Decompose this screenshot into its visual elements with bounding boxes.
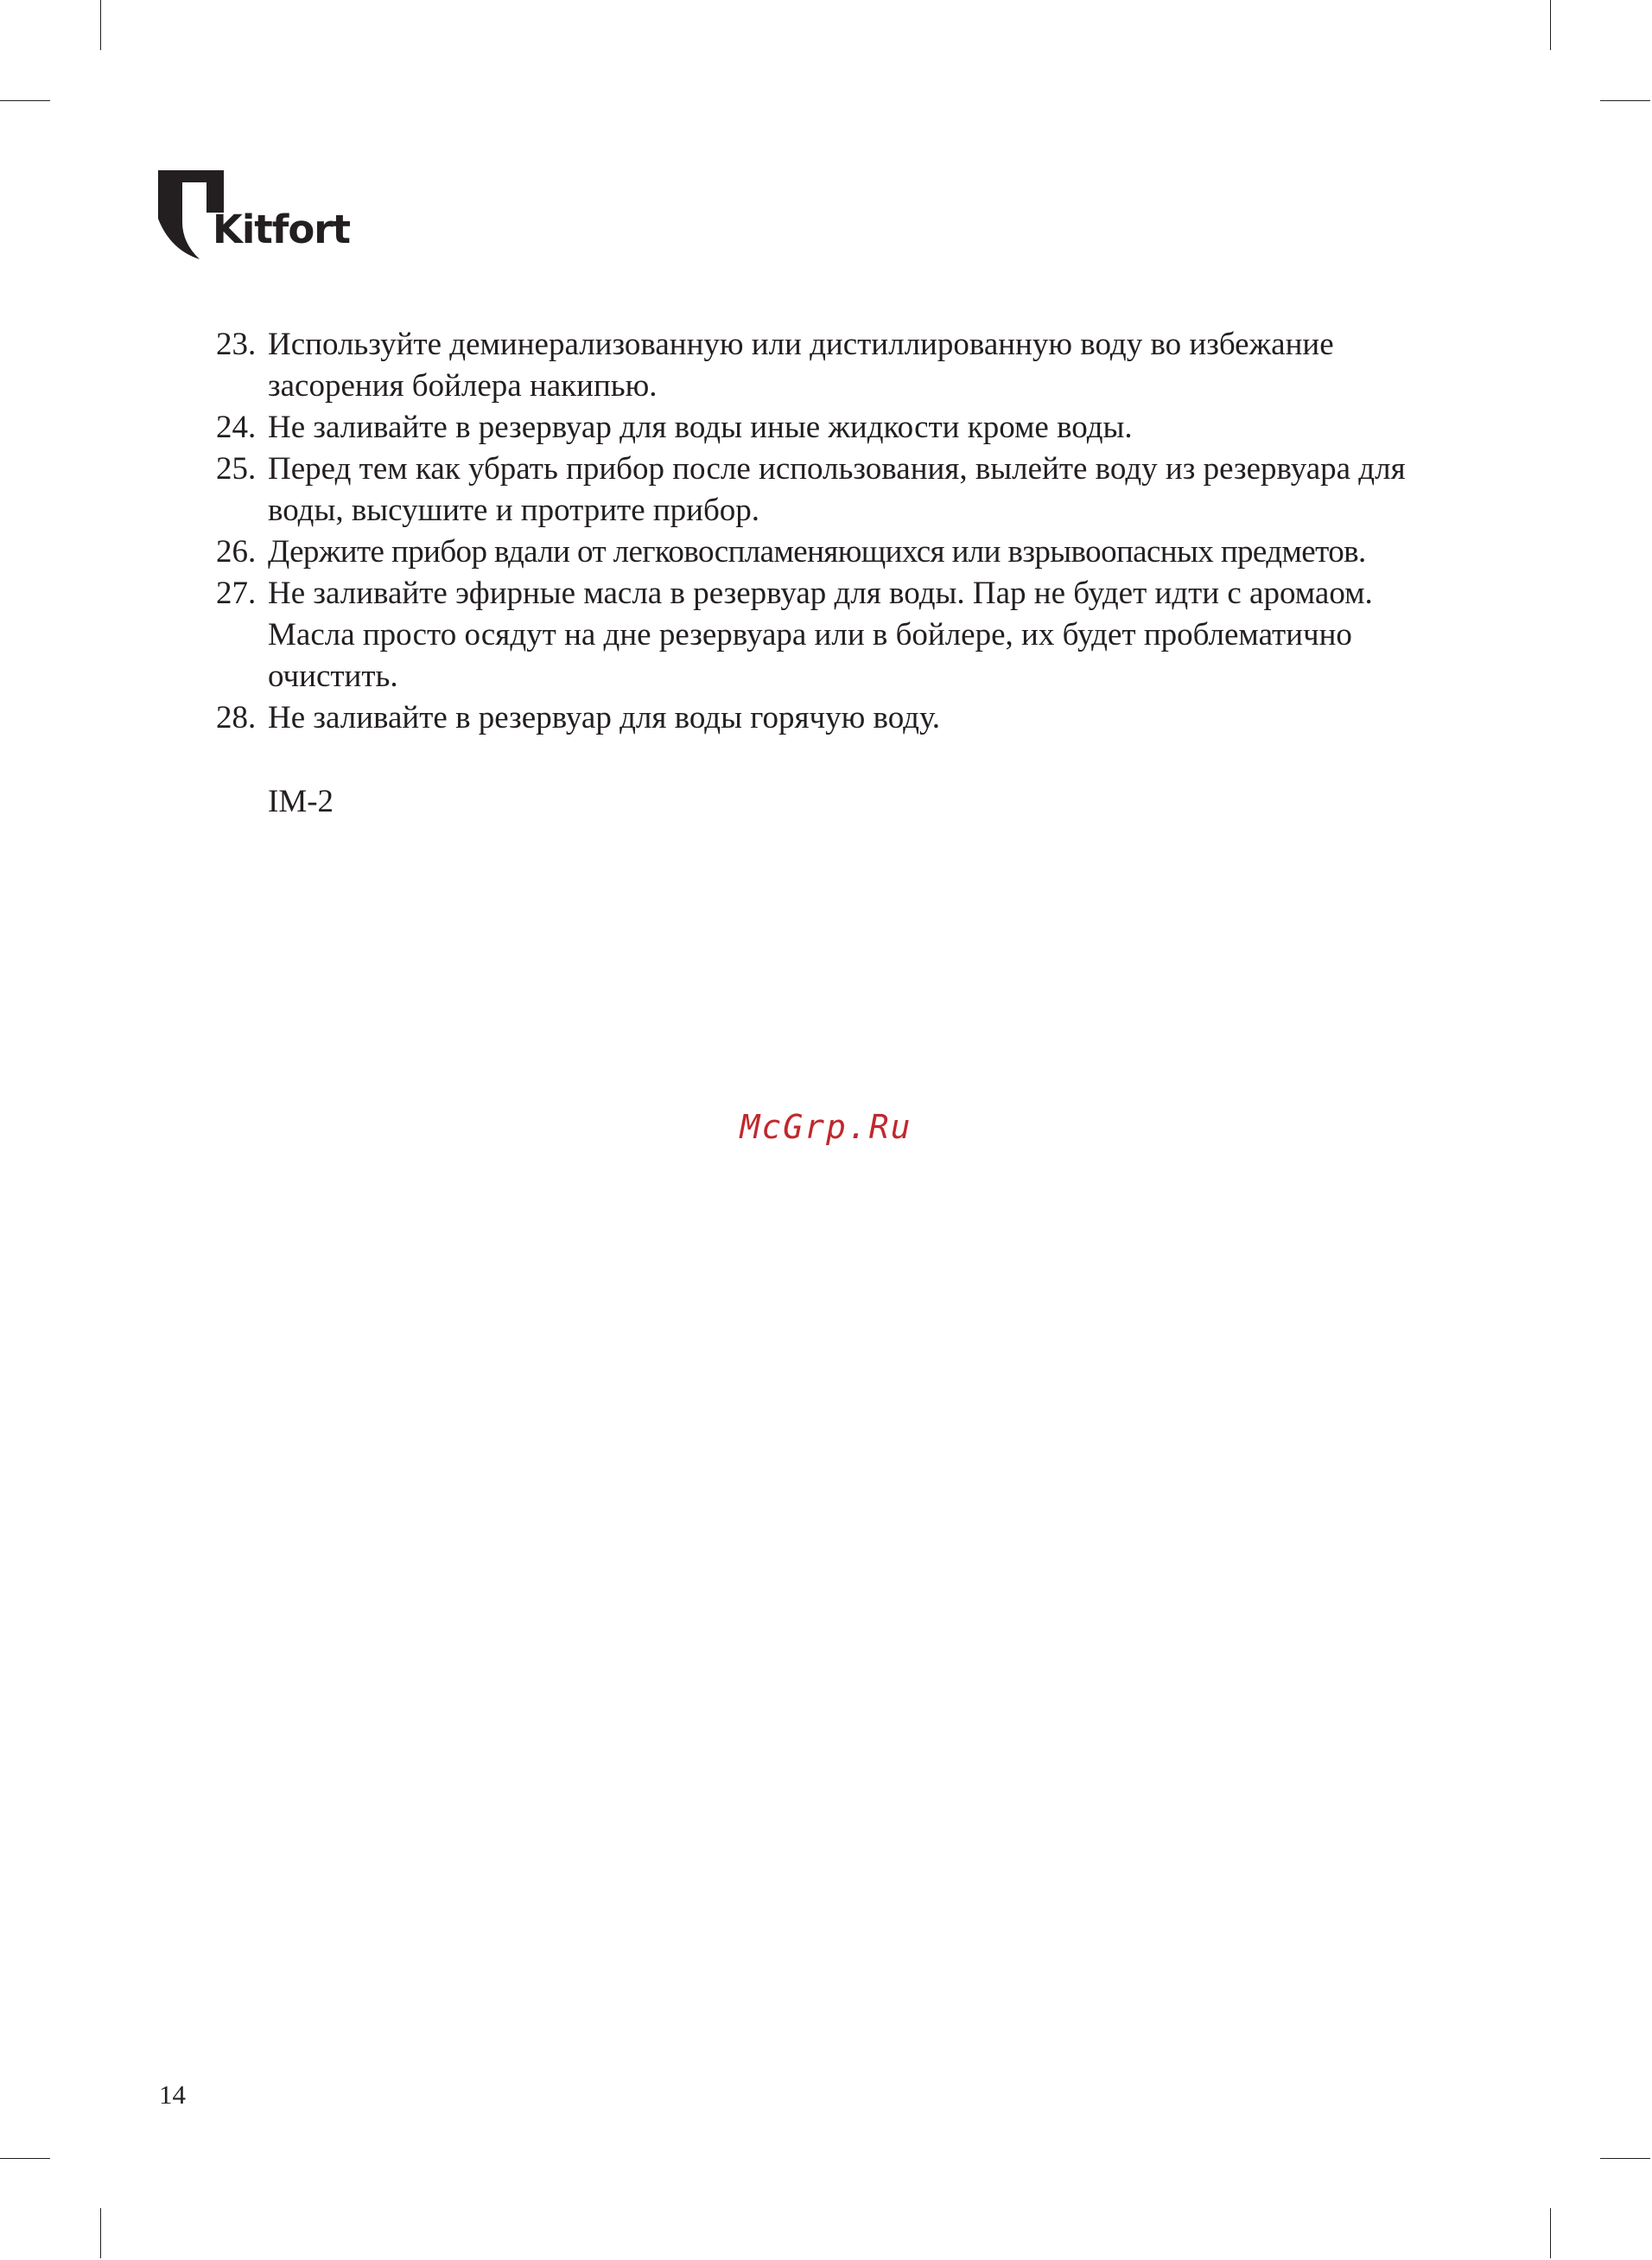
item-text: Не заливайте эфирные масла в резервуар для воды. Пар не будет идти с аромаом. Масла просто осядут на дне резервуара или в бойлере, их будет проблематично очистить. bbox=[268, 576, 1373, 694]
item-text: Держите прибор вдали от легковоспламеняющихся или взрывоопасных предметов. bbox=[268, 534, 1366, 570]
crop-mark-top-left-h bbox=[0, 100, 50, 101]
item-text: Не заливайте в резервуар для воды горячую воду. bbox=[268, 700, 941, 735]
instruction-list bbox=[216, 324, 1443, 739]
item-number: 25. bbox=[216, 451, 257, 487]
list-item bbox=[216, 532, 1443, 573]
list-item bbox=[216, 697, 1443, 739]
item-text: Не заливайте в резервуар для воды иные жидкости кроме воды. bbox=[268, 410, 1133, 445]
item-text: Перед тем как убрать прибор после использования, вылейте воду из резервуара для воды, высушите и протрите прибор. bbox=[268, 451, 1406, 528]
brand-wordmark: Kitfort bbox=[213, 207, 351, 252]
item-number: 27. bbox=[216, 576, 257, 611]
page-number: 14 bbox=[159, 2079, 186, 2110]
item-number: 26. bbox=[216, 534, 257, 570]
item-number: 28. bbox=[216, 700, 257, 735]
list-item bbox=[216, 324, 1443, 407]
crop-mark-bottom-left bbox=[100, 2208, 101, 2258]
crop-mark-bottom-right bbox=[1550, 2208, 1551, 2258]
crop-mark-bottom-right-h bbox=[1600, 2158, 1650, 2159]
list-item bbox=[216, 449, 1443, 532]
crop-mark-top-left bbox=[100, 0, 101, 50]
item-text: Используйте деминерализованную или дистиллированную воду во избежание засорения бойлера накипью. bbox=[268, 327, 1334, 404]
brand-logo bbox=[158, 170, 351, 265]
item-number: 24. bbox=[216, 410, 257, 445]
list-item bbox=[216, 573, 1443, 697]
model-code: IM-2 bbox=[268, 784, 334, 819]
watermark-link[interactable]: McGrp.Ru bbox=[740, 1108, 912, 1146]
crop-mark-top-right bbox=[1550, 0, 1551, 50]
crop-mark-top-right-h bbox=[1600, 100, 1650, 101]
list-item bbox=[216, 407, 1443, 449]
item-number: 23. bbox=[216, 327, 257, 362]
crop-mark-bottom-left-h bbox=[0, 2158, 50, 2159]
